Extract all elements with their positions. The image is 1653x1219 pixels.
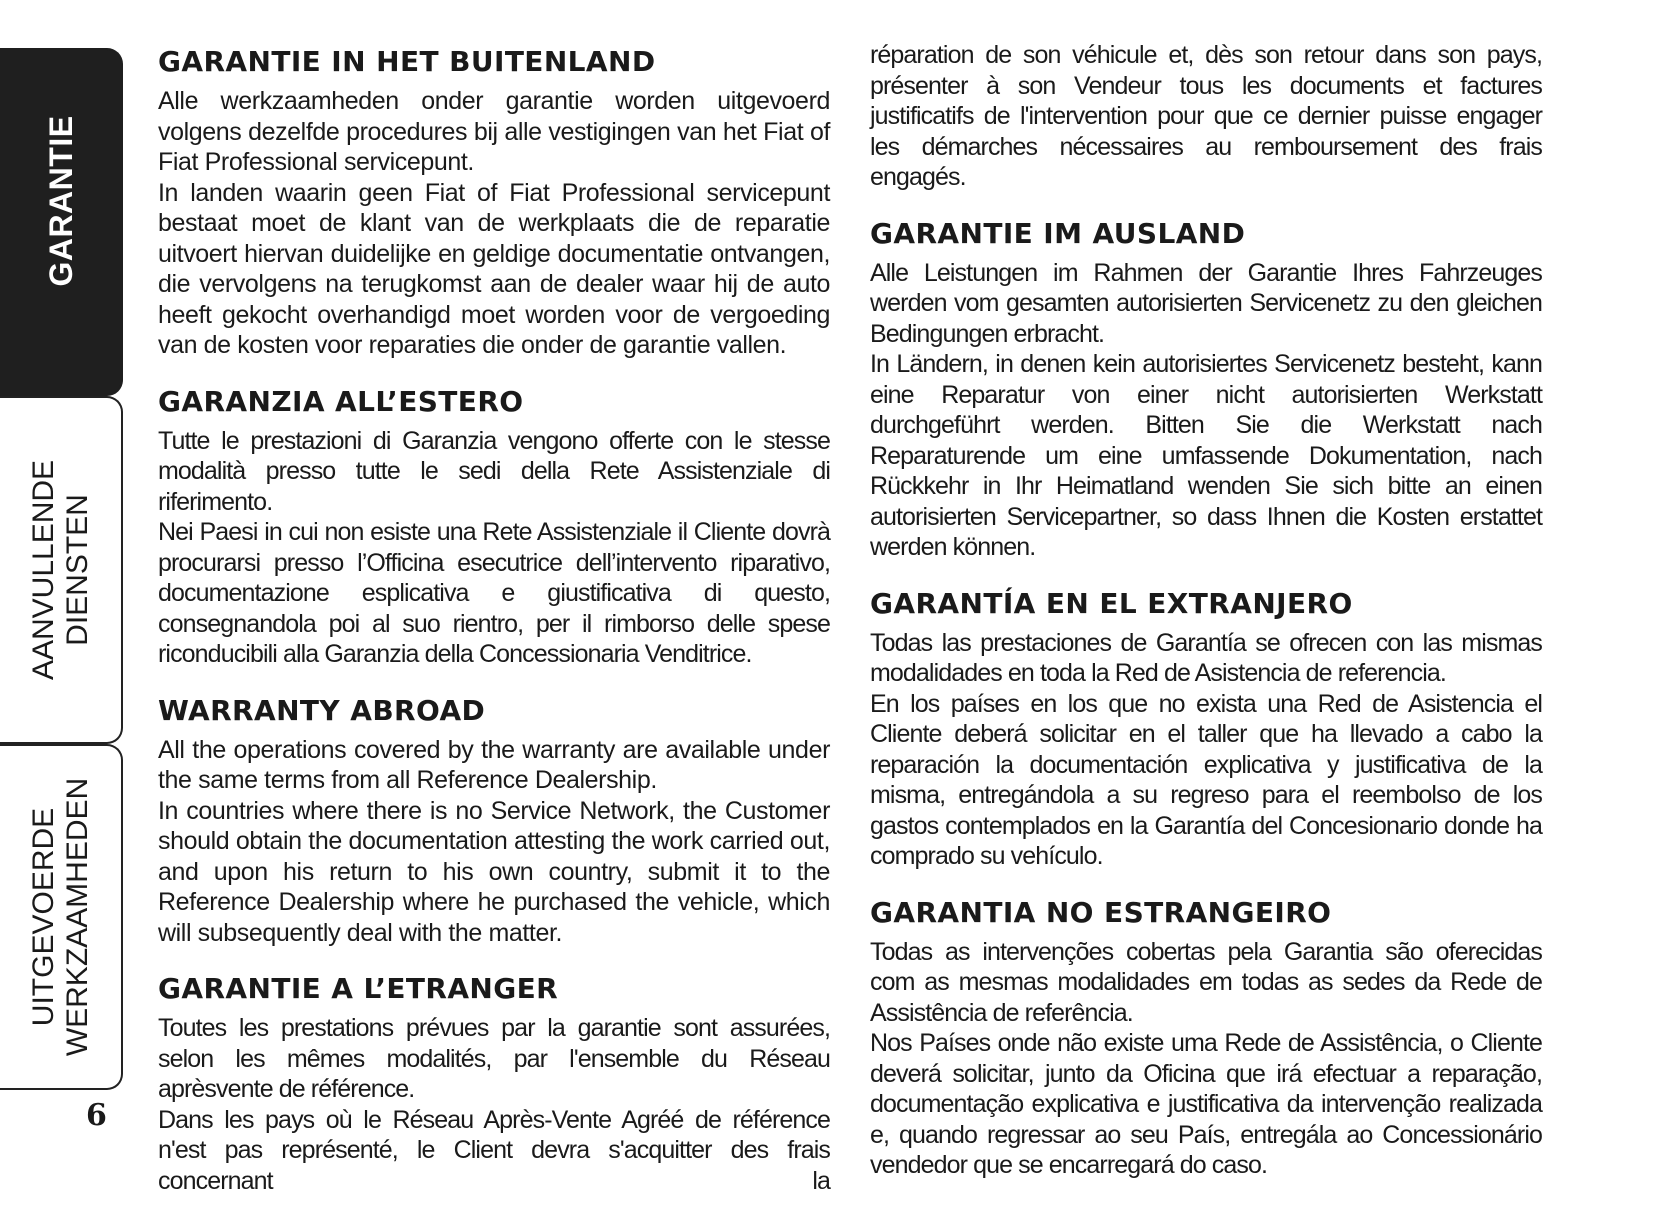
section-it-heading: GARANZIA ALL’ESTERO <box>158 384 524 418</box>
tab-werkzaamheden-text: WERKZAAMHEDEN <box>60 777 94 1057</box>
tab-garantie[interactable] <box>0 48 123 396</box>
section-en-paragraph-1: All the operations covered by the warranty are available under the same terms from all Reference Dealership. <box>158 735 830 794</box>
tab-diensten-text: DIENSTEN <box>60 494 94 646</box>
section-es-paragraph-1: Todas las prestaciones de Garantía se ofrecen con las mismas modalidades en toda la Red de Asistencia de referencia. <box>870 628 1542 687</box>
section-fr-heading: GARANTIE A L’ETRANGER <box>158 972 559 1005</box>
section-de <box>870 216 1542 563</box>
section-nl <box>158 44 830 361</box>
tab-aanvullende-text: AANVULLENDE <box>26 459 60 681</box>
section-nl-paragraph-1: Alle werkzaamheden onder garantie worden uitgevoerd volgens dezelfde procedures bij alle vestigingen van het Fiat of Fiat Professional servicepunt. <box>158 87 830 176</box>
section-nl-paragraph-2: In landen waarin geen Fiat of Fiat Professional servicepunt bestaat moet de klant van de werkplaats die de reparatie uitvoert hiervan duidelijke en geldige documentatie ontvangen, die vervolgens na terugkomst aan de dealer waar hij de auto heeft gekocht overhandigd moet worden voor de vergoeding van de kosten voor reparaties die onder de garantie vallen. <box>158 178 830 359</box>
section-es-heading: GARANTÍA EN EL EXTRANJERO <box>870 586 1353 620</box>
section-fr-paragraph-1: Toutes les prestations prévues par la garantie sont assurées, selon les mêmes modalités, par l'ensemble du Réseau aprèsvente de référence. <box>158 1014 830 1103</box>
tab-garantie-text: GARANTIE <box>42 115 79 287</box>
section-fr-continued <box>870 40 1542 193</box>
section-nl-heading: GARANTIE IN HET BUITENLAND <box>158 45 656 78</box>
section-es-paragraph-2: En los países en los que no exista una Red de Asistencia el Cliente deberá solicitar en el taller que ha llevado a cabo la reparación la documentación explicativa y justificativa de la misma, entregándola a su regreso para el reembolso de los gastos contemplados en la Garantía del Concesionario donde ha comprado su vehículo. <box>870 689 1542 870</box>
section-en-paragraph-2: In countries where there is no Service Network, the Customer should obtain the documentation attesting the work carried out, and upon his return to his own country, submit it to the Reference Dealership where he purchased the vehicle, which will subsequently deal with the matter. <box>158 796 830 947</box>
section-de-paragraph-2: In Ländern, in denen kein autorisiertes Servicenetz besteht, kann eine Reparatur von einer nicht autorisierten Werkstatt durchgeführt werden. Bitten Sie die Werkstatt nach Reparaturende um eine umfassende Dokumentation, nach Rückkehr in Ihr Heimatland wenden Sie sich bitte an einen autorisierten Servicepartner, so dass Ihnen die Kosten erstattet werden können. <box>870 350 1542 561</box>
tab-garantie-label <box>44 116 78 287</box>
section-fr-continued-paragraph: réparation de son véhicule et, dès son retour dans son pays, présenter à son Vendeur tous les documents et factures justificatifs de l'intervention pour que ce dernier puisse engager les démarches nécessaires au remboursement des frais engagés. <box>870 41 1542 191</box>
section-it <box>158 384 830 670</box>
section-en <box>158 693 830 949</box>
tab-aanvullende-diensten-label <box>27 460 95 680</box>
section-pt <box>870 895 1542 1181</box>
right-column <box>870 40 1542 1204</box>
section-pt-heading: GARANTIA NO ESTRANGEIRO <box>870 895 1332 929</box>
left-column <box>158 44 830 1219</box>
tab-uitgevoerde-text: UITGEVOERDE <box>26 807 60 1027</box>
section-pt-paragraph-1: Todas as intervenções cobertas pela Garantia são oferecidas com as mesmas modalidades em todas as sedes da Rede de Assistência de referência. <box>870 937 1542 1027</box>
tab-uitgevoerde-werkzaamheden-label <box>27 778 95 1056</box>
section-de-heading: GARANTIE IM AUSLAND <box>870 216 1246 250</box>
tab-uitgevoerde-werkzaamheden[interactable] <box>0 744 123 1090</box>
section-de-paragraph-1: Alle Leistungen im Rahmen der Garantie Ihres Fahrzeuges werden vom gesamten autorisierten Servicenetz zu den gleichen Bedingungen erbracht. <box>870 258 1542 348</box>
section-pt-paragraph-2: Nos Países onde não existe uma Rede de Assistência, o Cliente deverá solicitar, junto da Oficina que irá efectuar a reparação, documentação explicativa e justificativa da intervenção realizada e, quando regressar ao seu País, entregála ao Concessionário vendedor que se encarregará do caso. <box>870 1029 1542 1179</box>
section-es <box>870 586 1542 872</box>
section-it-paragraph-1: Tutte le prestazioni di Garanzia vengono offerte con le stesse modalità presso tutte le sedi della Rete Assistenziale di riferimento. <box>158 426 830 516</box>
section-fr-paragraph-2: Dans les pays où le Réseau Après-Vente Agréé de référence n'est pas représenté, le Client devra s'acquitter des frais concernant la <box>158 1105 830 1195</box>
section-it-paragraph-2: Nei Paesi in cui non esiste una Rete Assistenziale il Cliente dovrà procurarsi presso l’Officina esecutrice dell’intervento riparativo, documentazione esplicativa e giustificativa di questo, consegnandola poi al suo rientro, per il rimborso delle spese riconducibili alla Garanzia della Concessionaria Venditrice. <box>158 518 830 668</box>
page-number: 6 <box>86 1098 107 1133</box>
section-fr <box>158 971 830 1196</box>
tab-aanvullende-diensten[interactable] <box>0 396 123 744</box>
section-en-heading: WARRANTY ABROAD <box>158 693 486 727</box>
